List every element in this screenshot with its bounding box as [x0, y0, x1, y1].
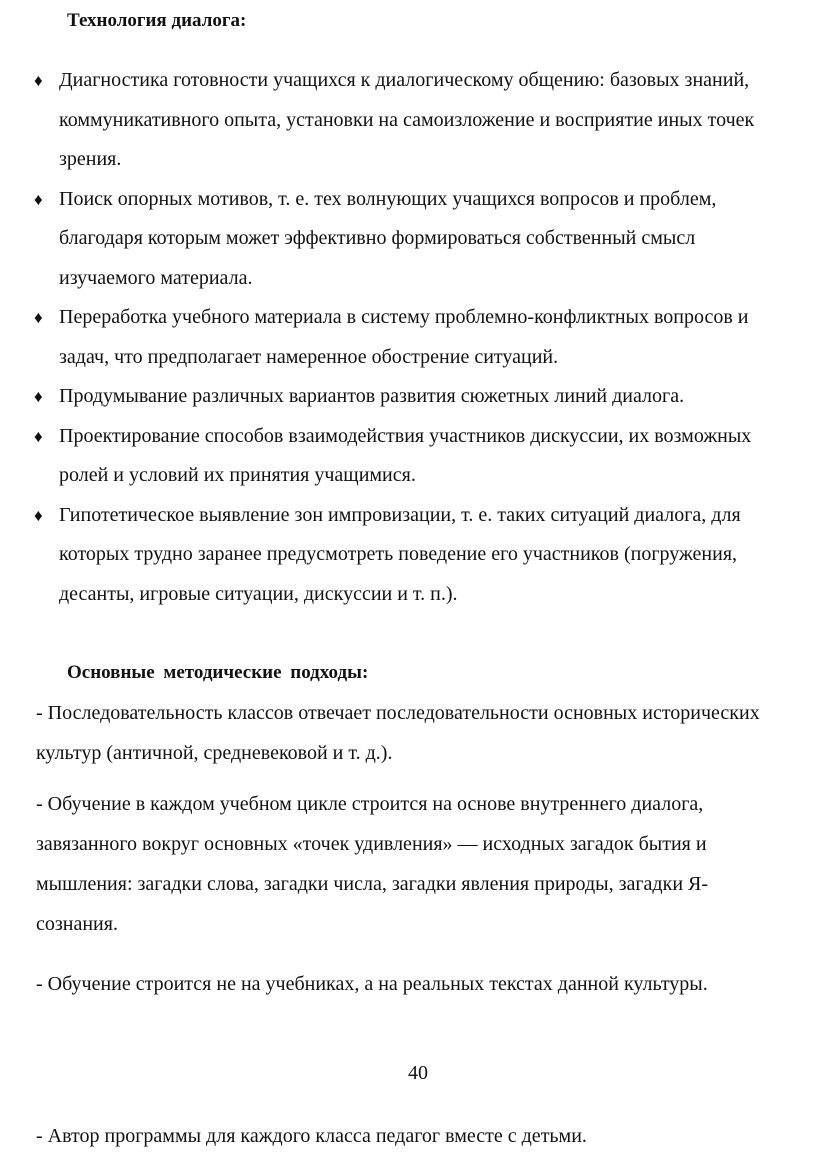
diamond-bullet-icon: ♦: [34, 71, 43, 90]
list-item-text: Диагностика готовности учащихся к диалогическому общению: базовых знаний, коммуникативного опыта, установки на самоизложение и восприятие иных точек зрения.: [59, 69, 755, 170]
diamond-bullet-icon: ♦: [34, 387, 43, 406]
approach-paragraph: - Автор программы для каждого класса педагог вместе с детьми.: [36, 1125, 587, 1147]
section-title-dialogue-technology: Технология диалога:: [67, 10, 247, 31]
list-item: [34, 417, 794, 496]
diamond-bullet-icon: ♦: [34, 308, 43, 327]
list-item-text: Поиск опорных мотивов, т. е. тех волнующих учащихся вопросов и проблем, благодаря которым может эффективно формироваться собственный смысл изучаемого материала.: [59, 187, 717, 289]
section-title-methodical-approaches: Основные методические подходы:: [67, 662, 369, 683]
list-item: [34, 61, 794, 180]
approach-paragraph: - Последовательность классов отвечает последовательности основных исторических культур (античной, средневековой и т. д.).: [36, 702, 760, 764]
list-item: [34, 496, 794, 615]
list-item-text: Проектирование способов взаимодействия участников дискуссии, их возможных ролей и условий их принятия учащимися.: [59, 424, 752, 486]
list-item: [34, 377, 794, 417]
approach-paragraph: - Обучение в каждом учебном цикле строится на основе внутреннего диалога, завязанного вокруг основных «точек удивления» — исходных загадок бытия и мышления: загадки слова, загадки числа, загадки явления природы, загадки Я-сознания.: [36, 793, 709, 935]
diamond-bullet-icon: ♦: [34, 505, 43, 525]
diamond-bullet-icon: ♦: [34, 426, 43, 446]
diamond-bullet-icon: ♦: [34, 189, 43, 209]
list-item-text: Переработка учебного материала в систему проблемно-конфликтных вопросов и задач, что предполагает намеренное обострение ситуаций.: [59, 306, 749, 368]
approach-paragraph: - Обучение строится не на учебниках, а на реальных текстах данной культуры.: [36, 973, 708, 995]
list-item-text: Гипотетическое выявление зон импровизации, т. е. таких ситуаций диалога, для которых трудно заранее предусмотреть поведение его участников (погружения, десанты, игровые ситуации, дискуссии и т. п.).: [59, 503, 741, 605]
list-item: [34, 180, 794, 299]
list-item-text: Продумывание различных вариантов развития сюжетных линий диалога.: [59, 385, 685, 407]
page-number: 40: [408, 1062, 428, 1084]
dialogue-technology-list: [34, 61, 794, 614]
list-item: [34, 298, 794, 377]
